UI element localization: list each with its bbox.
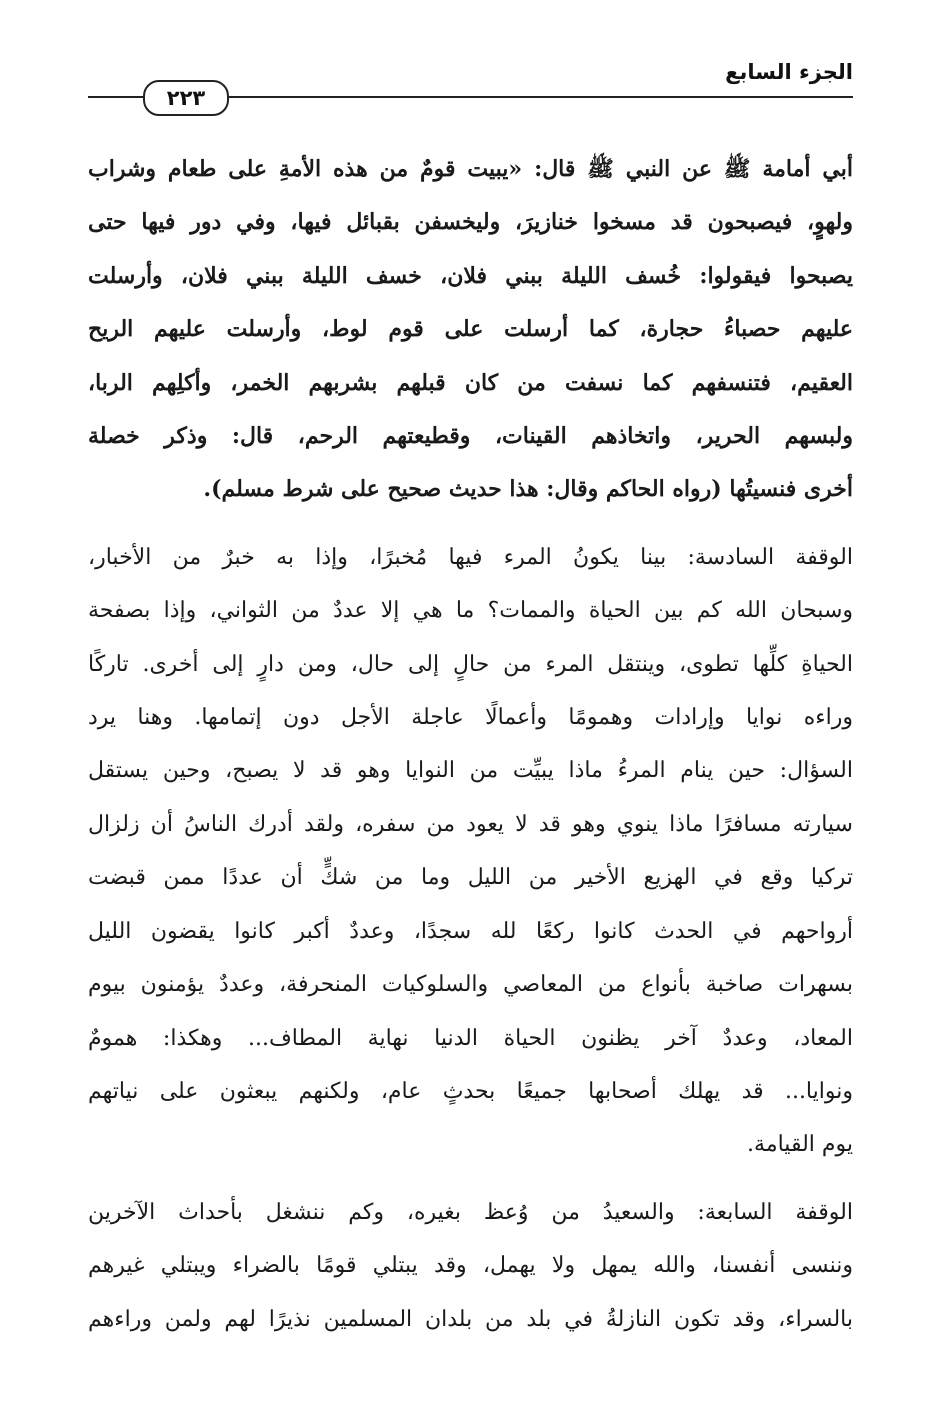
page-header (88, 52, 853, 122)
text-line: المعاد، وعددٌ آخر يظنون الحياة الدنيا نهاية المطاف... وهكذا: همومٌ (88, 1025, 853, 1051)
text-line: سيارته مسافرًا ماذا ينوي وهو قد لا يعود من سفره، ولقد أدرك الناسُ أن زلزال (88, 811, 853, 837)
text-line: تركيا وقع في الهزيع الأخير من الليل وما من شكٍّ أن عددًا ممن قبضت (88, 865, 853, 891)
text-line: بسهرات صاخبة بأنواع من المعاصي والسلوكيات المنحرفة، وعددٌ يؤمنون بيوم (88, 972, 853, 998)
paragraph-sixth-stop (88, 531, 853, 1172)
text-line: وننسى أنفسنا، والله يمهل ولا يهمل، وقد يبتلي قومًا بالضراء ويبتلي غيرهم (88, 1253, 853, 1279)
text-line: وراءه نوايا وإرادات وهمومًا وأعمالًا عاجلة الأجل دون إتمامها. وهنا يرد (88, 705, 853, 731)
text-line: يصبحوا فيقولوا: خُسف الليلة ببني فلان، خسف الليلة ببني فلان، وأرسلت (88, 262, 853, 289)
text-line: الحياةِ كلِّها تطوى، وينتقل المرء من حالٍ إلى حال، ومن دارٍ إلى أخرى. تاركًا (88, 651, 853, 677)
text-line: أبي أمامة ﷺ عن النبي ﷺ قال: «يبيت قومٌ من هذه الأمةِ على طعام وشراب (88, 156, 853, 182)
text-line: يوم القيامة. (747, 1132, 853, 1158)
running-head: الجزء السابع (725, 60, 853, 84)
text-line: وسبحان الله كم بين الحياة والممات؟ ما هي إلا عددٌ من الثواني، وإذا بصفحة (88, 598, 853, 624)
paragraph-seventh-stop (88, 1186, 853, 1346)
text-line: العقيم، فتنسفهم كما نسفت من كان قبلهم بشربهم الخمر، وأكلِهم الربا، (88, 369, 853, 396)
text-line: أخرى فنسيتُها (رواه الحاكم وقال: هذا حديث صحيح على شرط مسلم). (203, 476, 853, 503)
text-line: الوقفة السادسة: بينا يكونُ المرء فيها مُخبرًا، وإذا به خبرٌ من الأخبار، (88, 544, 853, 570)
text-line: ولهوٍ، فيصبحون قد مسخوا خنازيرَ، وليخسفن بقبائل فيها، وفي دور فيها حتى (88, 209, 853, 236)
text-line: بالسراء، وقد تكون النازلةُ في بلد من بلدان المسلمين نذيرًا لهم ولمن وراءهم (88, 1306, 853, 1332)
text-line: عليهم حصباءُ حجارة، كما أرسلت على قوم لوط، وأرسلت عليهم الريح (88, 316, 853, 343)
text-line: ولبسهم الحرير، واتخاذهم القينات، وقطيعتهم الرحم، قال: وذكر خصلة (88, 423, 853, 450)
text-line: الوقفة السابعة: والسعيدُ من وُعظ بغيره، وكم ننشغل بأحداث الآخرين (88, 1199, 853, 1225)
paragraph-hadith (88, 143, 853, 517)
text-line: السؤال: حين ينام المرءُ ماذا يبيِّت من النوايا وهو قد لا يصبح، وحين يستقل (88, 758, 853, 784)
body-text (88, 143, 853, 1346)
page-number: ٢٢٣ (143, 80, 229, 116)
text-line: أرواحهم في الحدث كانوا ركعًا لله سجدًا، وعددٌ أكبر كانوا يقضون الليل (88, 918, 853, 944)
text-line: ونوايا... قد يهلك أصحابها جميعًا بحدثٍ عام، ولكنهم يبعثون على نياتهم (88, 1078, 853, 1104)
